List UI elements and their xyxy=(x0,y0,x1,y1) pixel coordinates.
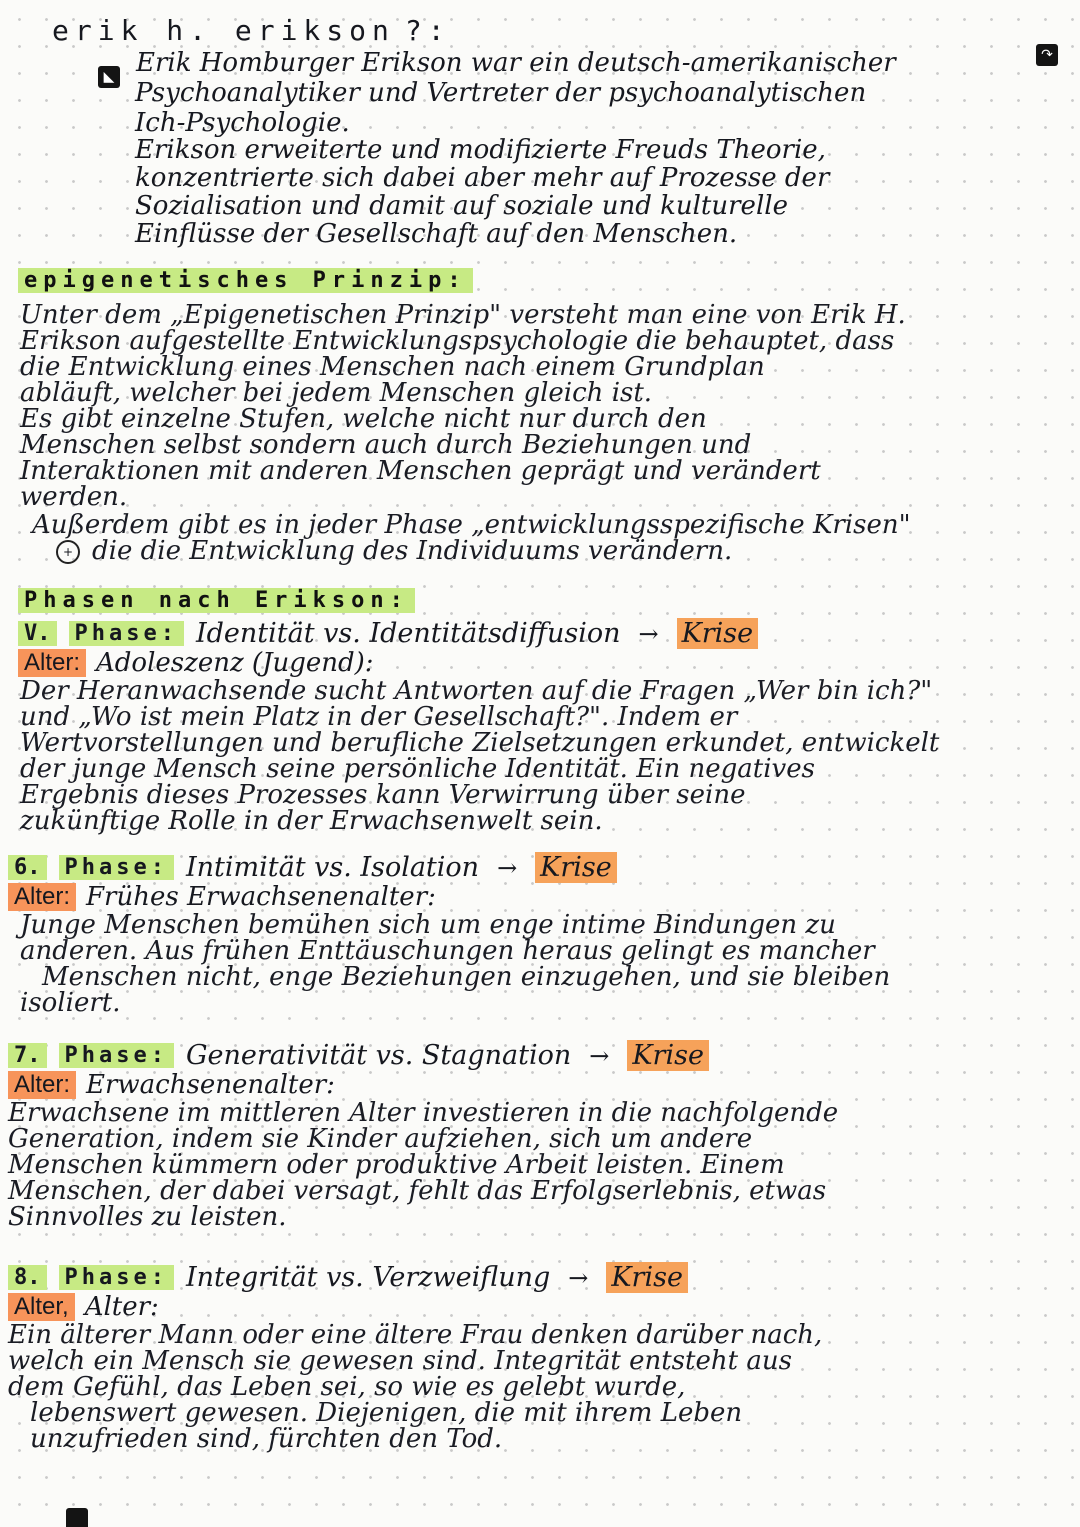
phase-text-line: der junge Mensch seine persönliche Identität. Ein negatives xyxy=(20,754,815,784)
epigenetic-line: die die Entwicklung des Individuums verändern. xyxy=(92,536,733,566)
phase-header xyxy=(18,618,758,649)
intro-line: Ich-Psychologie. xyxy=(135,108,350,138)
intro-line: Einflüsse der Gesellschaft auf den Menschen. xyxy=(135,219,738,249)
crisis-tag: Krise xyxy=(535,852,617,883)
epigenetic-heading-text: epigenetisches Prinzip: xyxy=(18,268,473,293)
age-value: Frühes Erwachsenenalter: xyxy=(86,882,436,912)
arrow-icon: → xyxy=(589,1041,610,1070)
title-mark: ?: xyxy=(404,14,451,47)
phase-number: 8. xyxy=(8,1265,47,1290)
phase-word: Phase: xyxy=(59,1043,174,1068)
phase-header xyxy=(8,1262,688,1293)
phase-text-line: isoliert. xyxy=(20,988,121,1018)
arrow-icon: → xyxy=(497,853,518,882)
phase-text-line: anderen. Aus frühen Enttäuschungen heraus gelingt es mancher xyxy=(20,936,875,966)
epigenetic-line: Außerdem gibt es in jeder Phase „entwicklungsspezifische Krisen" xyxy=(32,510,911,540)
phase-text-line: zukünftige Rolle in der Erwachsenwelt sein. xyxy=(20,806,603,836)
phase-text-line: lebenswert gewesen. Diejenigen, die mit ihrem Leben xyxy=(30,1398,743,1428)
age-label: Alter: xyxy=(18,649,86,677)
age-row xyxy=(18,648,374,678)
phases-heading xyxy=(18,588,415,613)
epigenetic-heading xyxy=(18,268,473,293)
phase-header xyxy=(8,852,617,883)
age-label: Alter, xyxy=(8,1293,75,1321)
phase-number: V. xyxy=(18,621,57,646)
title-text: erik h. erikson xyxy=(52,14,395,47)
intro-line: Erik Homburger Erikson war ein deutsch-amerikanischer xyxy=(136,48,896,78)
phase-text-line: Menschen, der dabei versagt, fehlt das Erfolgserlebnis, etwas xyxy=(8,1176,827,1206)
arrow-icon: → xyxy=(638,619,659,648)
epigenetic-line: Erikson aufgestellte Entwicklungspsychologie die behauptet, dass xyxy=(20,326,895,356)
phase-text-line: unzufrieden sind, fürchten den Tod. xyxy=(30,1424,503,1454)
age-value: Adoleszenz (Jugend): xyxy=(96,648,374,678)
age-label: Alter: xyxy=(8,1071,76,1099)
bookmark-icon: ◣ xyxy=(98,66,120,88)
phase-text-line: Erwachsene im mittleren Alter investieren in die nachfolgende xyxy=(8,1098,839,1128)
phase-title: Intimität vs. Isolation xyxy=(185,852,480,883)
intro-line: Erikson erweiterte und modifizierte Freuds Theorie, xyxy=(135,135,826,165)
phase-title: Generativität vs. Stagnation xyxy=(185,1040,572,1071)
epigenetic-line: Interaktionen mit anderen Menschen geprägt und verändert xyxy=(20,456,821,486)
age-row xyxy=(8,882,436,912)
phase-header xyxy=(8,1040,709,1071)
phase-text-line: und „Wo ist mein Platz in der Gesellschaft?". Indem er xyxy=(20,702,738,732)
phase-text-line: dem Gefühl, das Leben sei, so wie es gelebt wurde, xyxy=(8,1372,686,1402)
crisis-tag: Krise xyxy=(627,1040,709,1071)
age-value: Alter: xyxy=(84,1292,159,1322)
phase-word: Phase: xyxy=(59,855,174,880)
phase-text-line: Der Heranwachsende sucht Antworten auf die Fragen „Wer bin ich?" xyxy=(20,676,933,706)
intro-line: Psychoanalytiker und Vertreter der psychoanalytischen xyxy=(135,78,867,108)
phase-title: Integrität vs. Verzweiflung xyxy=(185,1262,551,1293)
age-row xyxy=(8,1292,159,1322)
intro-line: konzentrierte sich dabei aber mehr auf Prozesse der xyxy=(135,163,830,193)
epigenetic-line: abläuft, welcher bei jedem Menschen gleich ist. xyxy=(20,378,653,408)
crisis-tag: Krise xyxy=(677,618,759,649)
age-row xyxy=(8,1070,335,1100)
age-value: Erwachsenenalter: xyxy=(86,1070,335,1100)
phase-text-line: Ergebnis dieses Prozesses kann Verwirrung über seine xyxy=(20,780,746,810)
corner-arrow-icon: ↷ xyxy=(1036,44,1058,66)
epigenetic-line: die Entwicklung eines Menschen nach einem Grundplan xyxy=(20,352,765,382)
phase-text-line: Ein älterer Mann oder eine ältere Frau denken darüber nach, xyxy=(8,1320,823,1350)
phase-number: 6. xyxy=(8,855,47,880)
phase-text-line: Junge Menschen bemühen sich um enge intime Bindungen zu xyxy=(20,910,836,940)
arrow-icon: → xyxy=(568,1263,589,1292)
plus-circle-icon: + xyxy=(56,540,80,564)
epigenetic-line: Menschen selbst sondern auch durch Beziehungen und xyxy=(20,430,752,460)
phase-word: Phase: xyxy=(59,1265,174,1290)
phase-number: 7. xyxy=(8,1043,47,1068)
phase-title: Identität vs. Identitätsdiffusion xyxy=(195,618,621,649)
bookmark-icon xyxy=(66,1508,88,1527)
phase-word: Phase: xyxy=(69,621,184,646)
phase-text-line: Menschen nicht, enge Beziehungen einzugehen, und sie bleiben xyxy=(42,962,891,992)
age-label: Alter: xyxy=(8,883,76,911)
epigenetic-line: werden. xyxy=(20,482,128,512)
phase-text-line: Generation, indem sie Kinder aufziehen, sich um andere xyxy=(8,1124,753,1154)
phase-text-line: welch ein Mensch sie gewesen sind. Integrität entsteht aus xyxy=(8,1346,792,1376)
crisis-tag: Krise xyxy=(606,1262,688,1293)
intro-line: Sozialisation und damit auf soziale und kulturelle xyxy=(135,191,788,221)
epigenetic-line: Es gibt einzelne Stufen, welche nicht nur durch den xyxy=(20,404,707,434)
phase-text-line: Wertvorstellungen und berufliche Zielsetzungen erkundet, entwickelt xyxy=(20,728,940,758)
phases-heading-text: Phasen nach Erikson: xyxy=(18,588,415,613)
epigenetic-line: Unter dem „Epigenetischen Prinzip" versteht man eine von Erik H. xyxy=(20,300,906,330)
page-title xyxy=(52,14,451,47)
phase-text-line: Sinnvolles zu leisten. xyxy=(8,1202,287,1232)
phase-text-line: Menschen kümmern oder produktive Arbeit leisten. Einem xyxy=(8,1150,785,1180)
